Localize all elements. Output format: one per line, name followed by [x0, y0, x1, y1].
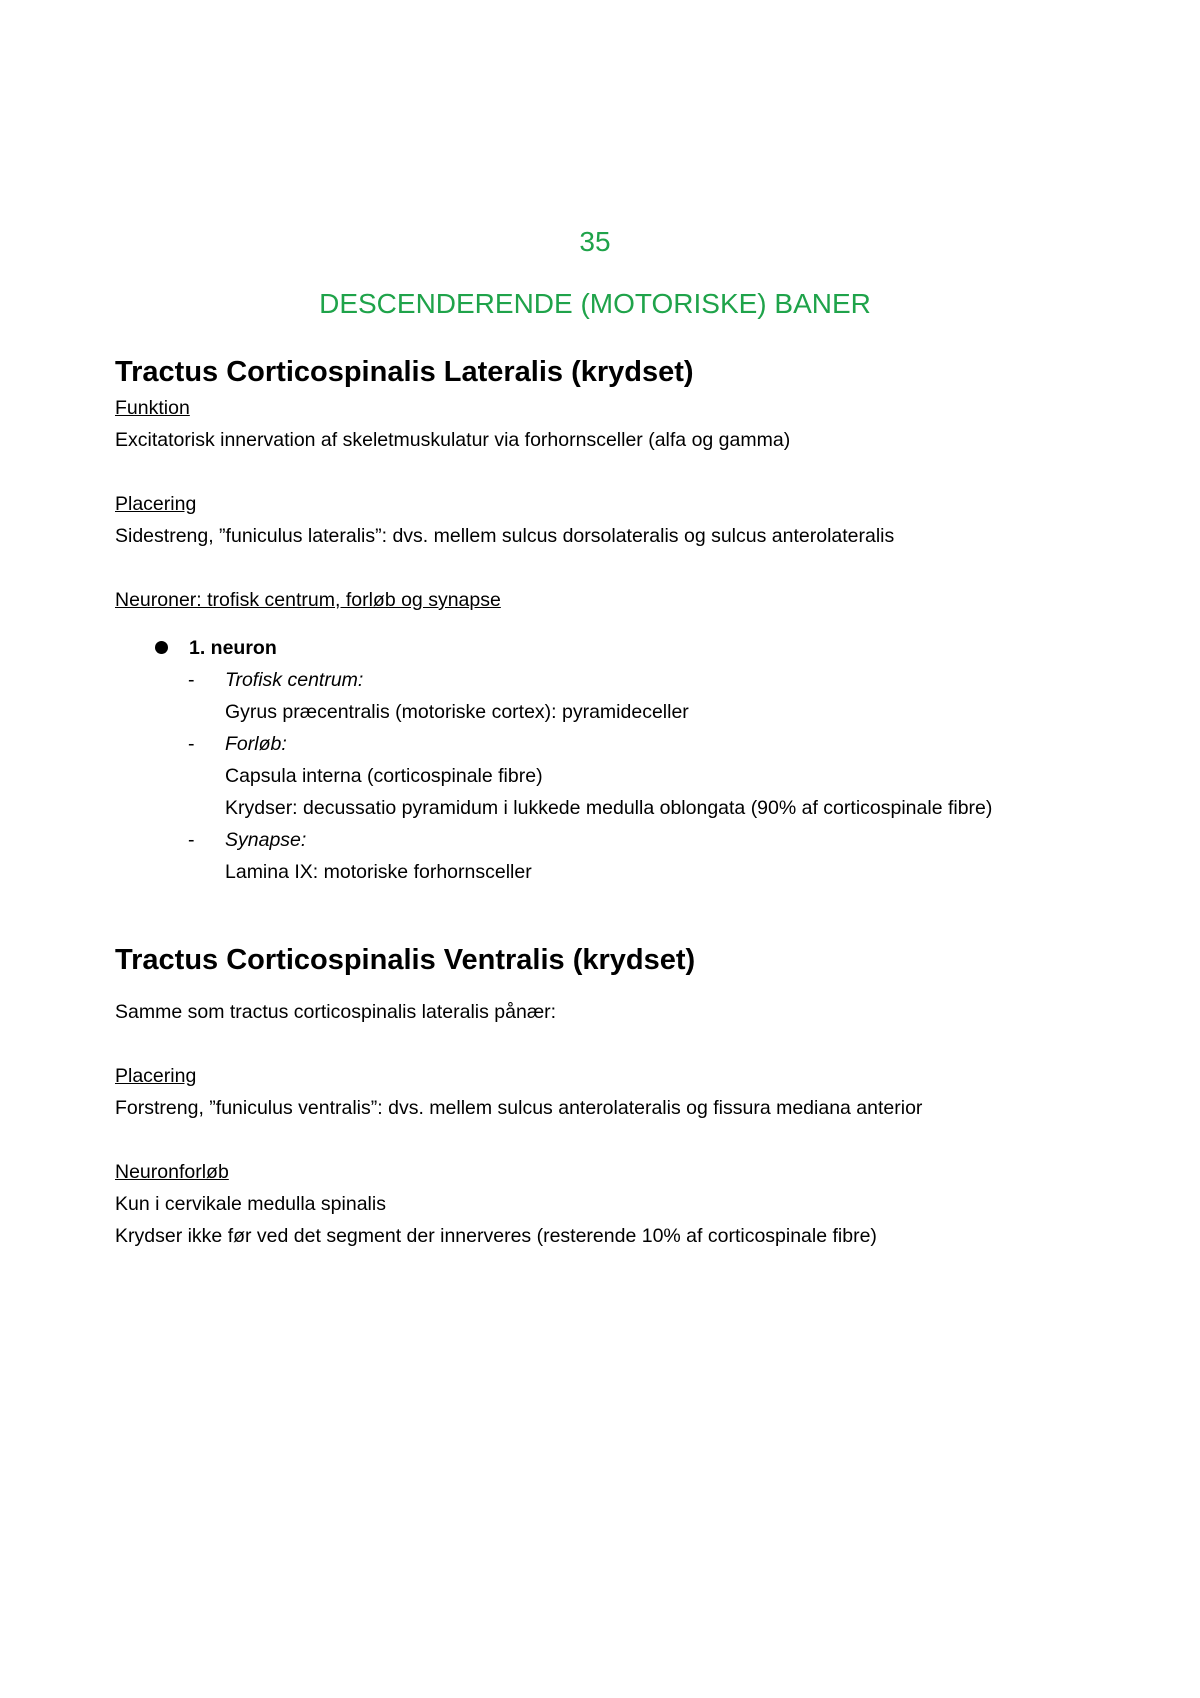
trofisk-text: Gyrus præcentralis (motoriske cortex): pyramideceller: [225, 701, 689, 723]
bullet-icon: [155, 641, 168, 654]
neuron-list-item: [115, 632, 1075, 664]
forlob-text-1: Capsula interna (corticospinale fibre): [225, 765, 543, 787]
synapse-label: Synapse:: [225, 829, 307, 851]
placering-text-lateral: Sidestreng, ”funiculus lateralis”: dvs. mellem sulcus dorsolateralis og sulcus anterolateralis: [115, 525, 895, 547]
neuronforlob-label: Neuronforløb: [115, 1161, 229, 1183]
forlob-label: Forløb:: [225, 733, 287, 755]
neuron-title: 1. neuron: [189, 637, 277, 659]
trofisk-item: [115, 664, 1075, 696]
dash-marker: -: [188, 733, 195, 755]
neuronforlob-text-1: Kun i cervikale medulla spinalis: [115, 1193, 386, 1215]
funktion-label: Funktion: [115, 397, 190, 419]
placering-label-lateral: Placering: [115, 493, 197, 515]
neuronforlob-text-2: Krydser ikke før ved det segment der innerveres (resterende 10% af corticospinale fibre): [115, 1225, 877, 1247]
forlob-item: [115, 728, 1075, 760]
funktion-text: Excitatorisk innervation af skeletmuskulatur via forhornsceller (alfa og gamma): [115, 429, 791, 451]
page-content: [115, 222, 1075, 1252]
dash-marker: -: [188, 829, 195, 851]
trofisk-label: Trofisk centrum:: [225, 669, 364, 691]
heading-lateral: Tractus Corticospinalis Lateralis (krydset): [115, 356, 694, 388]
section-title: DESCENDERENDE (MOTORISKE) BANER: [319, 288, 871, 319]
heading-ventral: Tractus Corticospinalis Ventralis (krydset): [115, 944, 696, 976]
forlob-text-2: Krydser: decussatio pyramidum i lukkede medulla oblongata (90% af corticospinale fibre): [225, 797, 993, 819]
placering-text-ventral: Forstreng, ”funiculus ventralis”: dvs. mellem sulcus anterolateralis og fissura mediana anterior: [115, 1097, 923, 1119]
synapse-text: Lamina IX: motoriske forhornsceller: [225, 861, 532, 883]
placering-label-ventral: Placering: [115, 1065, 197, 1087]
synapse-item: [115, 824, 1075, 856]
neuroner-label: Neuroner: trofisk centrum, forløb og synapse: [115, 589, 501, 611]
dash-marker: -: [188, 669, 195, 691]
page-number: 35: [579, 226, 611, 257]
ventral-intro: Samme som tractus corticospinalis lateralis pånær:: [115, 1001, 557, 1023]
